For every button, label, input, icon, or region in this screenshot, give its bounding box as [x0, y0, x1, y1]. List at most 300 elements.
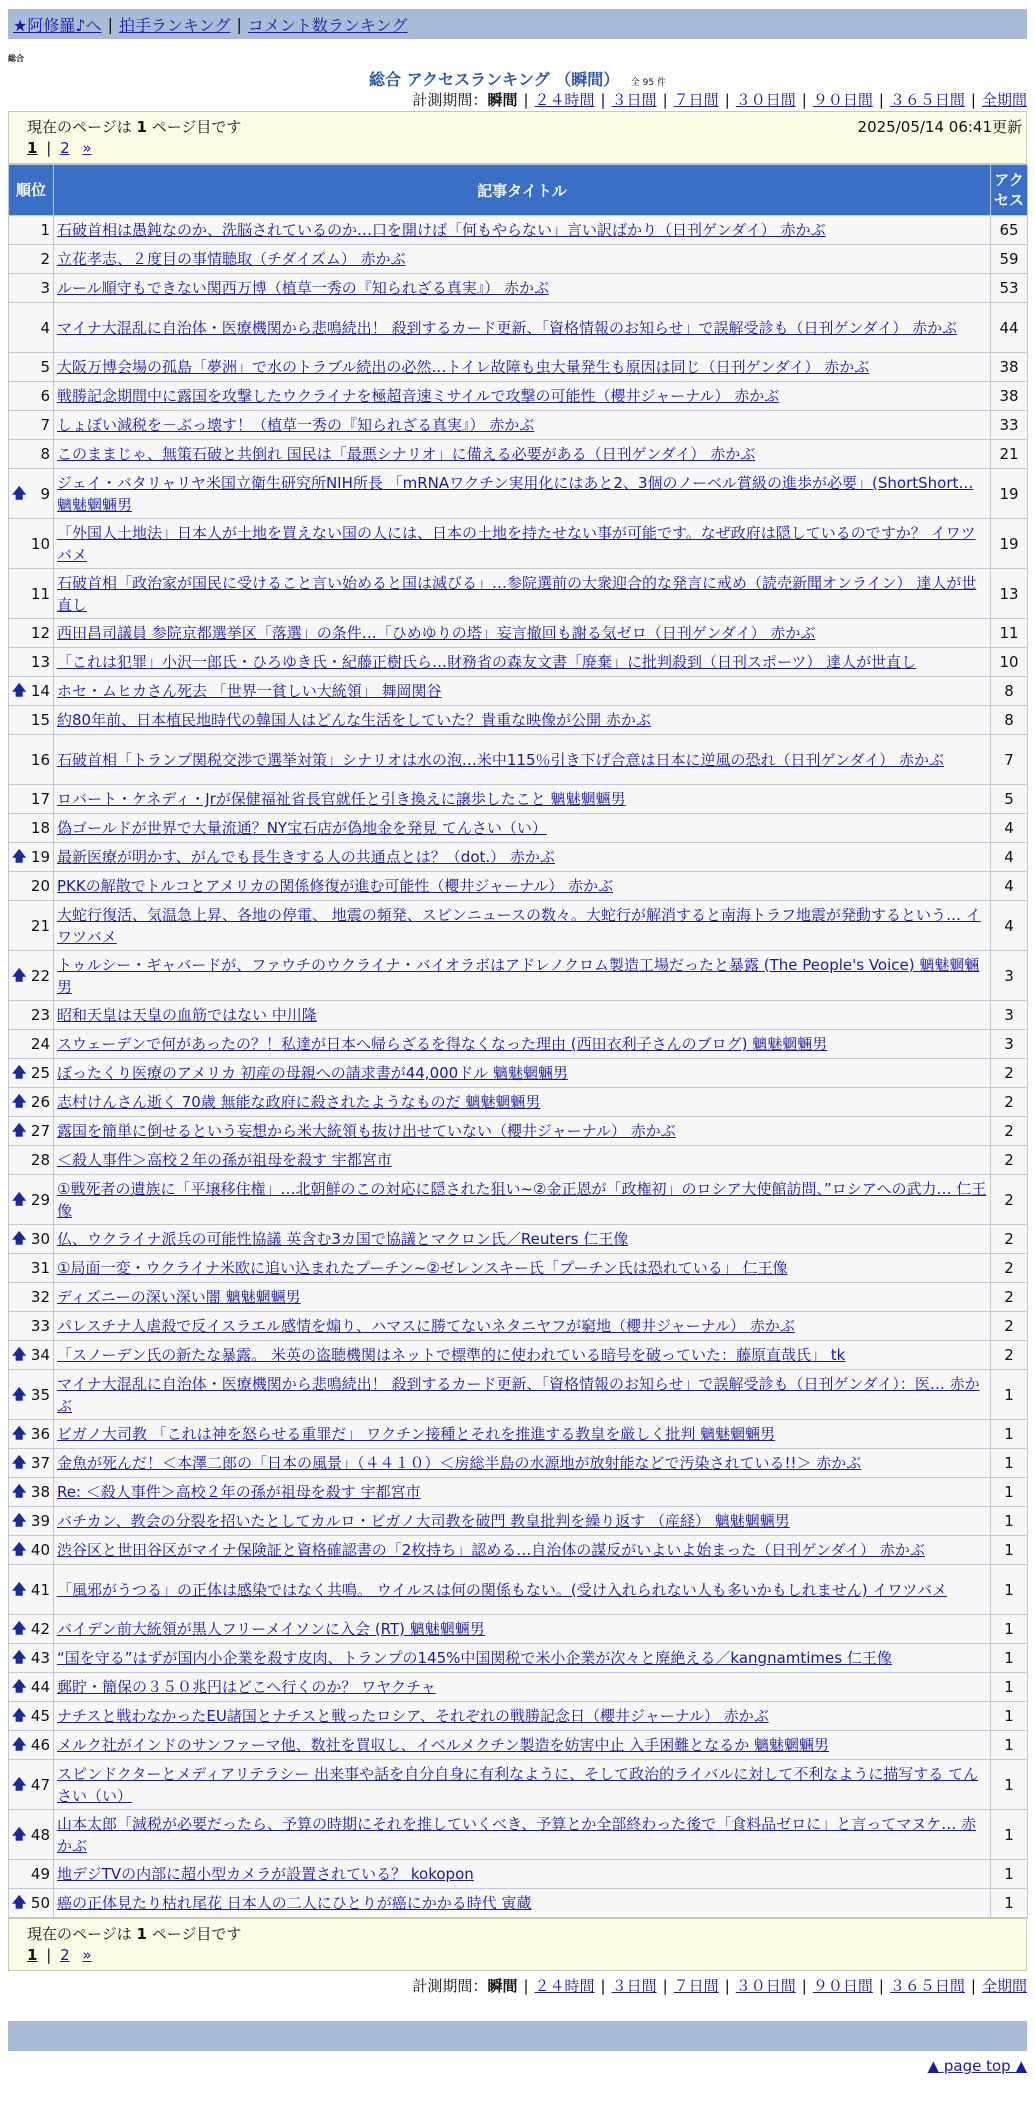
rank-cell	[9, 245, 54, 274]
table-row	[9, 1507, 1028, 1536]
article-link[interactable]: 金魚が死んだ！＜本澤二郎の「日本の風景」（４４１０）＜房総半島の水源地が放射能などで汚染されている!!＞ 赤かぶ	[57, 1454, 862, 1472]
access-count: 19	[991, 519, 1028, 569]
footer-bar	[8, 2021, 1027, 2051]
rank-number: 10	[30, 534, 50, 553]
article-link[interactable]: ぼったくり医療のアメリカ 初産の母親への請求書が44,000ドル 魑魅魍魎男	[57, 1064, 568, 1082]
title-cell	[54, 411, 991, 440]
rank-cell	[9, 1860, 54, 1889]
table-row	[9, 1146, 1028, 1175]
access-count: 2	[991, 1175, 1028, 1225]
rank-cell	[9, 1117, 54, 1146]
title-cell	[54, 901, 991, 951]
rank-number: 28	[30, 1151, 50, 1169]
rank-cell	[9, 569, 54, 619]
article-link[interactable]: 石破首相は愚鈍なのか、洗脳されているのか…口を開けば「何もやらない」言い訳ばかり（日刊ゲンダイ） 赤かぶ	[57, 221, 826, 239]
pager-next[interactable]: »	[82, 139, 92, 157]
table-row	[9, 1341, 1028, 1370]
rank-number: 39	[30, 1512, 50, 1530]
article-link[interactable]: ホセ・ムヒカさん死去 「世界一貧しい大統領」 舞岡関谷	[57, 682, 442, 700]
period-separator: |	[600, 1977, 606, 1995]
access-count: 1	[991, 1565, 1028, 1615]
bottom-period-link-6[interactable]: 全期間	[981, 1977, 1027, 1995]
rank-cell	[9, 1146, 54, 1175]
table-row	[9, 814, 1028, 843]
rank-number: 6	[40, 387, 50, 405]
header-title: 記事タイトル	[54, 165, 991, 216]
rank-cell	[9, 1283, 54, 1312]
table-row	[9, 382, 1028, 411]
table-row	[9, 1225, 1028, 1254]
article-link[interactable]: 偽ゴールドが世界で大量流通？NY宝石店が偽地金を発見 てんさい（い）	[57, 819, 547, 837]
title-cell	[54, 569, 991, 619]
access-count: 1	[991, 1860, 1028, 1889]
table-row	[9, 1478, 1028, 1507]
up-arrow-icon: 🡅	[12, 1621, 27, 1637]
access-count: 65	[991, 216, 1028, 245]
title-cell	[54, 951, 991, 1001]
rank-cell	[9, 1420, 54, 1449]
page-info-number: 1	[136, 1925, 147, 1943]
rank-number: 7	[40, 416, 50, 434]
pager	[27, 139, 92, 157]
article-link[interactable]: 渋谷区と世田谷区がマイナ保険証と資格確認書の「2枚持ち」認める…自治体の謀反がいよいよ始まった（日刊ゲンダイ） 赤かぶ	[57, 1541, 925, 1559]
rank-number: 47	[30, 1775, 50, 1794]
pager-page-1[interactable]: 1	[27, 139, 38, 157]
rank-cell	[9, 706, 54, 735]
nav-separator: |	[236, 14, 242, 34]
nav-link-asyura[interactable]: ★阿修羅♪へ	[13, 15, 102, 35]
article-link[interactable]: 戦勝記念期間中に露国を攻撃したウクライナを極超音速ミサイルで攻撃の可能性（櫻井ジャーナル） 赤かぶ	[57, 387, 780, 405]
period-separator: |	[878, 1977, 884, 1995]
period-label: 計測期間：	[412, 1977, 488, 1995]
table-row	[9, 648, 1028, 677]
title-cell	[54, 1860, 991, 1889]
up-arrow-icon: 🡅	[12, 1737, 27, 1753]
category-label: 総合	[8, 54, 24, 63]
article-link[interactable]: 志村けんさん逝く 70歳 無能な政府に殺されたようなものだ 魑魅魍魎男	[57, 1093, 541, 1111]
article-link[interactable]: マイナ大混乱に自治体・医療機関から悲鳴続出！ 殺到するカード更新、「資格情報のお知らせ」で誤解受診も（日刊ゲンダイ）：医… 赤かぶ	[57, 1374, 980, 1415]
up-arrow-icon: 🡅	[12, 1191, 27, 1208]
rank-cell	[9, 1088, 54, 1117]
rank-cell	[9, 1889, 54, 1918]
header-access: アクセス	[991, 165, 1028, 216]
article-link[interactable]: Re: ＜殺人事件＞高校２年の孫が祖母を殺す 宇都宮市	[57, 1483, 421, 1501]
rank-number: 13	[30, 653, 50, 671]
article-link[interactable]: 最新医療が明かす、がんでも長生きする人の共通点とは？（dot.） 赤かぶ	[57, 848, 555, 866]
up-arrow-icon: 🡅	[12, 1094, 27, 1110]
article-link[interactable]: マイナ大混乱に自治体・医療機関から悲鳴続出！ 殺到するカード更新、「資格情報のお知らせ」で誤解受診も（日刊ゲンダイ） 赤かぶ	[57, 318, 958, 337]
page-info-number: 1	[136, 118, 147, 136]
table-row	[9, 1449, 1028, 1478]
bottom-period-link-3[interactable]: ３０日間	[735, 1977, 796, 1995]
rank-number: 15	[30, 711, 50, 729]
rank-number: 48	[30, 1825, 50, 1844]
article-link[interactable]: メルク社がインドのサンファーマ他、数社を買収し、イベルメクチン製造を妨害中止 入手困難となるか 魑魅魍魎男	[57, 1736, 829, 1754]
table-row	[9, 872, 1028, 901]
access-count: 21	[991, 440, 1028, 469]
access-count: 1	[991, 1478, 1028, 1507]
table-row	[9, 677, 1028, 706]
article-link[interactable]: PKKの解散でトルコとアメリカの関係修復が進む可能性（櫻井ジャーナル） 赤かぶ	[57, 877, 614, 895]
rank-cell	[9, 1001, 54, 1030]
rank-cell	[9, 1312, 54, 1341]
table-row	[9, 1254, 1028, 1283]
rank-number: 25	[30, 1064, 50, 1082]
access-count: 1	[991, 1536, 1028, 1565]
article-link[interactable]: 石破首相「政治家が国民に受けること言い始めると国は滅びる」…参院選前の大衆迎合的な発言に戒め（読売新聞オンライン） 達人が世直し	[57, 573, 977, 614]
rank-cell	[9, 843, 54, 872]
top-period-link-0[interactable]: ２４時間	[534, 91, 595, 109]
title-cell	[54, 735, 991, 785]
header-rank: 順位	[9, 165, 54, 216]
access-count: 1	[991, 1810, 1028, 1860]
bottom-period-link-2[interactable]: ７日間	[673, 1977, 719, 1995]
article-link[interactable]: 地デジTVの内部に超小型カメラが設置されている？ kokopon	[57, 1865, 474, 1883]
article-link[interactable]: 「外国人土地法」日本人が土地を買えない国の人には、日本の土地を持たせない事が可能です。なぜ政府は隠しているのですか？ イワツバメ	[57, 523, 976, 564]
rank-cell	[9, 469, 54, 519]
rank-cell	[9, 303, 54, 353]
title-cell	[54, 216, 991, 245]
period-separator: |	[970, 91, 976, 109]
ranking-title-row	[8, 67, 1027, 89]
title-cell	[54, 382, 991, 411]
access-count: 2	[991, 1146, 1028, 1175]
rank-number: 12	[30, 624, 50, 642]
access-count: 1	[991, 1673, 1028, 1702]
article-link[interactable]: 露国を簡単に倒せるという妄想から米大統領も抜け出せていない（櫻井ジャーナル） 赤かぶ	[57, 1122, 676, 1140]
article-link[interactable]: 「これは犯罪」小沢一郎氏・ひろゆき氏・紀藤正樹氏ら…財務省の森友文書「廃棄」に批判殺到（日刊スポーツ） 達人が世直し	[57, 653, 917, 671]
article-link[interactable]: 癌の正体見たり枯れ尾花 日本人の二人にひとりが癌にかかる時代 寅蔵	[57, 1894, 532, 1912]
title-cell	[54, 440, 991, 469]
table-header-row	[9, 165, 1028, 216]
rank-number: 37	[30, 1454, 50, 1472]
page-info-text-bottom	[27, 1923, 241, 1944]
article-link[interactable]: 昭和天皇は天皇の血筋ではない 中川隆	[57, 1006, 317, 1024]
rank-number: 31	[30, 1259, 50, 1277]
ranking-table-body	[9, 216, 1028, 1918]
article-link[interactable]: 大阪万博会場の孤島「夢洲」で水のトラブル続出の必然…トイレ故障も虫大量発生も原因は同じ（日刊ゲンダイ） 赤かぶ	[57, 358, 870, 376]
article-link[interactable]: 西田昌司議員 参院京都選挙区「落選」の条件…「ひめゆりの塔」妄言撤回も謝る気ゼロ（日刊ゲンダイ） 赤かぶ	[57, 624, 816, 642]
rank-cell	[9, 1702, 54, 1731]
article-link[interactable]: 山本太郎「減税が必要だったら、予算の時期にそれを推していくべき、予算とか全部終わった後で「食料品ゼロに」と言ってマヌケ… 赤かぶ	[57, 1814, 977, 1855]
access-count: 53	[991, 274, 1028, 303]
period-separator: |	[523, 1977, 529, 1995]
title-cell	[54, 1449, 991, 1478]
ranking-count: 全 95 件	[630, 78, 666, 88]
up-arrow-icon: 🡅	[12, 1123, 27, 1139]
up-arrow-icon: 🡅	[12, 485, 27, 502]
article-link[interactable]: ロバート・ケネディ・Jrが保健福祉省長官就任と引き換えに譲歩したこと 魑魅魍魎男	[57, 790, 626, 808]
table-row	[9, 1615, 1028, 1644]
up-arrow-icon: 🡅	[12, 1231, 27, 1247]
page-info-prefix: 現在のページは	[27, 1925, 132, 1943]
article-link[interactable]: 約80年前、日本植民地時代の韓国人はどんな生活をしていた？貴重な映像が公開 赤かぶ	[57, 711, 651, 729]
rank-number: 30	[30, 1230, 50, 1248]
table-row	[9, 440, 1028, 469]
table-row	[9, 1001, 1028, 1030]
rank-number: 9	[40, 484, 50, 503]
article-link[interactable]: 石破首相「トランプ関税交渉で選挙対策」シナリオは水の泡…米中115％引き下げ合意は日本に逆風の恐れ（日刊ゲンダイ） 赤かぶ	[57, 750, 945, 769]
article-link[interactable]: ①局面一変・ウクライナ米欧に追い込まれたプーチン~②ゼレンスキー氏「プーチン氏は恐れている」 仁王像	[57, 1259, 788, 1277]
table-row	[9, 735, 1028, 785]
article-link[interactable]: ナチスと戦わなかったEU諸国とナチスと戦ったロシア、それぞれの戦勝記念日（櫻井ジャーナル） 赤かぶ	[57, 1707, 769, 1725]
article-link[interactable]: 立花孝志、２度目の事情聴取（チダイズム） 赤かぶ	[57, 250, 406, 268]
rank-cell	[9, 735, 54, 785]
page-top-link[interactable]: ▲ page top ▲	[927, 2057, 1027, 2075]
table-row	[9, 1536, 1028, 1565]
table-row	[9, 1117, 1028, 1146]
article-link[interactable]: バイデン前大統領が黒人フリーメイソンに入会 (RT) 魑魅魍魎男	[57, 1620, 485, 1638]
rank-number: 8	[40, 445, 50, 463]
article-link[interactable]: 「風邪がうつる」の正体は感染ではなく共鳴。 ウイルスは何の関係もない。(受け入れられない人も多いかもしれません) イワツバメ	[57, 1580, 948, 1599]
rank-cell	[9, 1536, 54, 1565]
rank-cell	[9, 1370, 54, 1420]
rank-number: 44	[30, 1678, 50, 1696]
article-link[interactable]: しょぼい減税を－ぶっ壊す！（植草一秀の『知られざる真実』） 赤かぶ	[57, 416, 535, 434]
nav-link-comment-ranking[interactable]: コメント数ランキング	[247, 15, 408, 35]
article-link[interactable]: ジェイ・バタリャリヤ米国立衛生研究所NIH所長 「mRNAワクチン実用化にはあと2、3個のノーベル賞級の進歩が必要」(ShortShort… 魑魅魍魎男	[57, 473, 974, 514]
rank-number: 20	[30, 877, 50, 895]
top-period-link-2[interactable]: ７日間	[673, 91, 719, 109]
article-link[interactable]: ディズニーの深い深い闇 魑魅魍魎男	[57, 1288, 301, 1306]
page	[8, 9, 1027, 2075]
access-count: 1	[991, 1449, 1028, 1478]
access-count: 2	[991, 1059, 1028, 1088]
article-link[interactable]: 仏、ウクライナ派兵の可能性協議 英含む3カ国で協議とマクロン氏／Reuters 仁王像	[57, 1230, 629, 1248]
table-row	[9, 1810, 1028, 1860]
rank-cell	[9, 411, 54, 440]
title-cell	[54, 1673, 991, 1702]
title-cell	[54, 1001, 991, 1030]
table-row	[9, 1312, 1028, 1341]
access-count: 1	[991, 1370, 1028, 1420]
article-link[interactable]: スピンドクターとメディアリテラシー 出来事や話を自分自身に有利なように、そして政治的ライバルに対して不利なように描写する てんさい（い）	[57, 1764, 979, 1805]
rank-cell	[9, 951, 54, 1001]
rank-cell	[9, 216, 54, 245]
article-link[interactable]: 大蛇行復活、気温急上昇、各地の停電、 地震の頻発、スピンニュースの数々。大蛇行が解消すると南海トラフ地震が発動するという… イワツバメ	[57, 905, 981, 946]
period-label: 計測期間：	[412, 91, 488, 109]
title-cell	[54, 1175, 991, 1225]
access-count: 5	[991, 785, 1028, 814]
rank-number: 33	[30, 1317, 50, 1335]
title-cell	[54, 1420, 991, 1449]
access-count: 8	[991, 706, 1028, 735]
rank-number: 38	[30, 1483, 50, 1501]
page-info-box-bottom	[8, 1918, 1027, 1971]
top-period-link-1[interactable]: ３日間	[611, 91, 657, 109]
table-row	[9, 216, 1028, 245]
rank-number: 19	[30, 848, 50, 866]
nav-link-applause-ranking[interactable]: 拍手ランキング	[118, 15, 231, 35]
title-cell	[54, 843, 991, 872]
title-cell	[54, 1615, 991, 1644]
title-cell	[54, 619, 991, 648]
bottom-period-link-5[interactable]: ３６５日間	[889, 1977, 965, 1995]
rank-number: 40	[30, 1541, 50, 1559]
article-link[interactable]: 郵貯・簡保の３５０兆円はどこへ行くのか？ ワヤクチャ	[57, 1678, 436, 1696]
top-period-link-5[interactable]: ３６５日間	[889, 91, 965, 109]
table-row	[9, 1059, 1028, 1088]
table-row	[9, 411, 1028, 440]
access-count: 10	[991, 648, 1028, 677]
up-arrow-icon: 🡅	[12, 1347, 27, 1363]
access-count: 2	[991, 1117, 1028, 1146]
access-count: 1	[991, 1420, 1028, 1449]
pager-page-1[interactable]: 1	[27, 1946, 38, 1964]
table-row	[9, 1860, 1028, 1889]
article-link[interactable]: ＜殺人事件＞高校２年の孫が祖母を殺す 宇都宮市	[57, 1151, 392, 1169]
rank-number: 2	[40, 250, 50, 268]
up-arrow-icon: 🡅	[12, 1895, 27, 1911]
title-cell	[54, 1565, 991, 1615]
article-link[interactable]: 「スノーデン氏の新たな暴露。 米英の盗聴機関はネットで標準的に使われている暗号を破っていた：藤原直哉氏」 tk	[57, 1346, 846, 1364]
up-arrow-icon: 🡅	[12, 1542, 27, 1558]
title-cell	[54, 1478, 991, 1507]
rank-cell	[9, 1644, 54, 1673]
title-cell	[54, 1088, 991, 1117]
rank-cell	[9, 1225, 54, 1254]
title-cell	[54, 1341, 991, 1370]
rank-cell	[9, 382, 54, 411]
access-count: 1	[991, 1615, 1028, 1644]
pager-page-2[interactable]: 2	[60, 1946, 70, 1964]
pager-next[interactable]: »	[82, 1946, 92, 1964]
rank-number: 16	[30, 750, 50, 769]
table-row	[9, 843, 1028, 872]
table-row	[9, 1565, 1028, 1615]
top-period-link-6[interactable]: 全期間	[981, 91, 1027, 109]
title-cell	[54, 785, 991, 814]
rank-number: 34	[30, 1346, 50, 1364]
article-link[interactable]: バチカン、教会の分裂を招いたとしてカルロ・ビガノ大司教を破門 教皇批判を繰り返す （産経） 魑魅魍魎男	[57, 1512, 790, 1530]
rank-cell	[9, 1565, 54, 1615]
title-cell	[54, 1702, 991, 1731]
title-cell	[54, 1146, 991, 1175]
rank-cell	[9, 901, 54, 951]
pager-page-2[interactable]: 2	[60, 139, 70, 157]
rank-number: 22	[30, 966, 50, 985]
access-count: 7	[991, 735, 1028, 785]
page-info-box	[8, 111, 1027, 164]
rank-number: 5	[40, 358, 50, 376]
article-link[interactable]: ①戦死者の遺族に「平壌移住権」…北朝鮮のこの対応に隠された狙い~②金正恩が「政権初」のロシア大使館訪問、”ロシアへの武力… 仁王像	[57, 1179, 987, 1220]
article-link[interactable]: ビガノ大司教 「これは神を怒らせる重罪だ」 ワクチン接種とそれを推進する教皇を厳しく批判 魑魅魍魎男	[57, 1425, 776, 1443]
rank-number: 50	[30, 1894, 50, 1912]
period-selector-bottom	[8, 1975, 1027, 1999]
rank-number: 18	[30, 819, 50, 837]
access-count: 38	[991, 382, 1028, 411]
article-link[interactable]: スウェーデンで何があったの？！私達が日本へ帰らざるを得なくなった理由 (西田衣利子さんのブログ) 魑魅魍魎男	[57, 1035, 828, 1053]
table-row	[9, 245, 1028, 274]
updated-timestamp: 2025/05/14 06:41更新	[857, 118, 1022, 136]
bottom-period-link-1[interactable]: ３日間	[611, 1977, 657, 1995]
up-arrow-icon: 🡅	[12, 1776, 27, 1793]
access-count: 2	[991, 1088, 1028, 1117]
title-cell	[54, 1059, 991, 1088]
top-period-link-3[interactable]: ３０日間	[735, 91, 796, 109]
article-link[interactable]: パレスチナ人虐殺で反イスラエル感情を煽り、ハマスに勝てないネタニヤフが窮地（櫻井ジャーナル） 赤かぶ	[57, 1317, 795, 1335]
title-cell	[54, 1889, 991, 1918]
title-cell	[54, 872, 991, 901]
rank-cell	[9, 1478, 54, 1507]
article-link[interactable]: “国を守る”はずが国内小企業を殺す皮肉、トランプの145%中国関税で米小企業が次々と廃絶える／kangnamtimes 仁王像	[57, 1649, 892, 1667]
title-cell	[54, 1225, 991, 1254]
access-count: 4	[991, 901, 1028, 951]
bottom-period-link-4[interactable]: ９０日間	[812, 1977, 873, 1995]
rank-cell	[9, 1030, 54, 1059]
table-row	[9, 303, 1028, 353]
access-count: 1	[991, 1644, 1028, 1673]
access-count: 2	[991, 1254, 1028, 1283]
access-count: 2	[991, 1341, 1028, 1370]
up-arrow-icon: 🡅	[12, 1426, 27, 1442]
article-link[interactable]: このままじゃ、無策石破と共倒れ 国民は「最悪シナリオ」に備える必要がある（日刊ゲンダイ） 赤かぶ	[57, 445, 756, 463]
period-separator: |	[600, 91, 606, 109]
rank-number: 14	[30, 682, 50, 700]
top-period-link-4[interactable]: ９０日間	[812, 91, 873, 109]
period-selector-top	[8, 89, 1027, 111]
access-count: 59	[991, 245, 1028, 274]
period-current: 瞬間	[487, 1977, 518, 1995]
access-count: 4	[991, 814, 1028, 843]
rank-cell	[9, 619, 54, 648]
period-separator: |	[662, 1977, 668, 1995]
table-row	[9, 1702, 1028, 1731]
page-info-text	[27, 116, 241, 137]
pager-separator: |	[46, 139, 52, 157]
period-separator: |	[662, 91, 668, 109]
up-arrow-icon: 🡅	[12, 1679, 27, 1695]
rank-cell	[9, 1059, 54, 1088]
table-row	[9, 469, 1028, 519]
rank-number: 43	[30, 1649, 50, 1667]
period-separator: |	[523, 91, 529, 109]
table-row	[9, 1370, 1028, 1420]
up-arrow-icon: 🡅	[12, 1386, 27, 1403]
rank-cell	[9, 648, 54, 677]
rank-cell	[9, 785, 54, 814]
access-count: 3	[991, 1001, 1028, 1030]
up-arrow-icon: 🡅	[12, 683, 27, 699]
title-cell	[54, 1644, 991, 1673]
rank-number: 11	[30, 584, 50, 603]
article-link[interactable]: ルール順守もできない関西万博（植草一秀の『知られざる真実』） 赤かぶ	[57, 279, 549, 297]
up-arrow-icon: 🡅	[12, 1826, 27, 1843]
period-separator: |	[970, 1977, 976, 1995]
rank-number: 1	[40, 221, 50, 239]
table-row	[9, 1030, 1028, 1059]
table-row	[9, 901, 1028, 951]
bottom-period-link-0[interactable]: ２４時間	[534, 1977, 595, 1995]
title-cell	[54, 1810, 991, 1860]
access-count: 1	[991, 1702, 1028, 1731]
rank-cell	[9, 1175, 54, 1225]
rank-number: 35	[30, 1385, 50, 1404]
title-cell	[54, 648, 991, 677]
rank-cell	[9, 519, 54, 569]
title-cell	[54, 245, 991, 274]
title-cell	[54, 1731, 991, 1760]
title-cell	[54, 1760, 991, 1810]
title-cell	[54, 1536, 991, 1565]
period-current: 瞬間	[487, 91, 518, 109]
rank-number: 4	[40, 318, 50, 337]
ranking-table	[8, 164, 1028, 1918]
access-count: 1	[991, 1889, 1028, 1918]
access-count: 2	[991, 1283, 1028, 1312]
pager-separator: |	[46, 1946, 52, 1964]
article-link[interactable]: トゥルシー・ギャバードが、ファウチのウクライナ・バイオラボはアドレノクロム製造工場だったと暴露 (The People's Voice) 魑魅魍魎男	[57, 955, 980, 996]
